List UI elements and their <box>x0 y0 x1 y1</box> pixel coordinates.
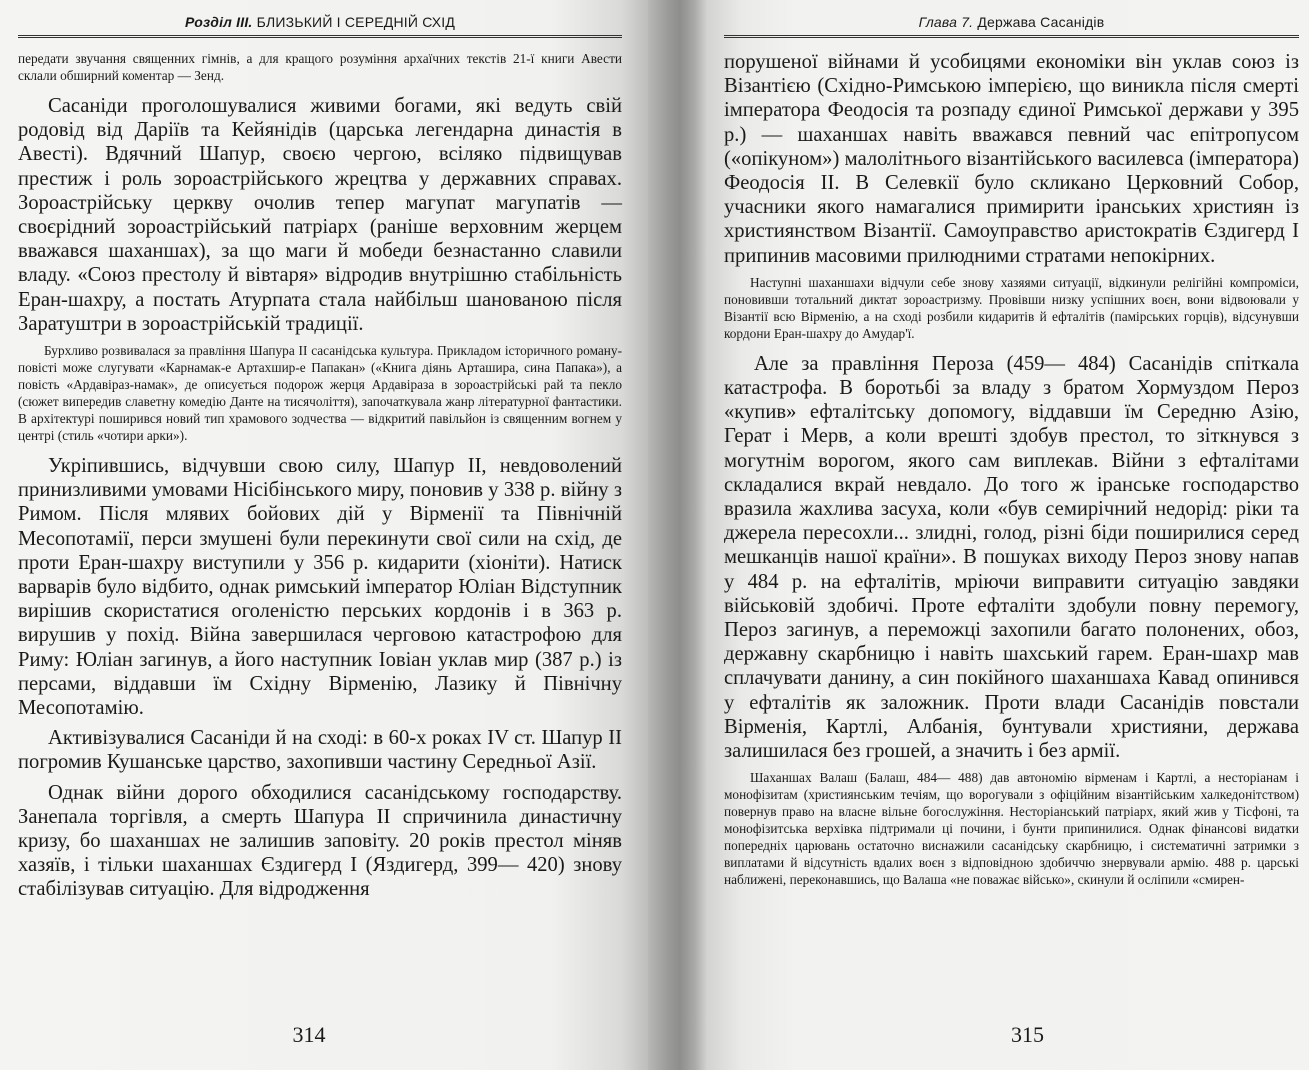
right-paragraph-3: Але за правління Пероза (459— 484) Сасанідів спіткала катастрофа. В боротьбі за владу з братом Хормуздом Пероз «купив» ефталітську допомогу, віддавши їм Середню Азію, Герат і Мерв, а коли врешті здобув престол, то зіткнувся з могутнім ворогом, якого сам виплекав. Війни з ефталітами складалися вкрай невдало. До того ж іранське господарство вразила жахлива засуха, коли «був семирічний недорід: ріки та джерела пересохли... злидні, голод, різні біди поширилися серед мешканців нашої країни». В пошуках виходу Пероз знову напав у 484 р. на ефталітів, мріючи виправити ситуацію завдяки військовій здобичі. Проте ефталіти здобули повну перемогу, Пероз загинув, а переможці захопили багато полонених, обоз, державну скарбницю і навіть шахський гарем. Еран-шахр мав сплачувати данину, а син покійного шаханшаха Кавад опинився у ефталітів як заложник. Проти влади Сасанідів повстали Вірменія, Картлі, Албанія, бунтували християни, держава залишилася без грошей, а значить і без армії. <box>724 352 1299 763</box>
left-paragraph-4: Укріпившись, відчувши свою силу, Шапур II, невдоволений принизливими умовами Нісібінського миру, поновив у 338 р. війну з Римом. Після млявих бойових дій у Вірменії та Північній Месопотамії, перси змушені були перекинути свої сили на схід, де проти Еран-шахру виступили у 356 р. кидарити (хіоніти). Натиск варварів було відбито, однак римський імператор Юліан Відступник вирішив скористатися оголеністю перських кордонів і в 363 р. вирушив у похід. Війна завершилася черговою катастрофою для Риму: Юліан загинув, а його наступник Іовіан уклав мир (387 р.) із персами, віддавши їм Східну Вірменію, Лазику й Північну Месопотамію. <box>18 455 622 720</box>
right-running-head-title: Держава Сасанідів <box>973 14 1105 30</box>
left-page <box>0 0 648 1070</box>
right-paragraph-2: Наступні шаханшахи відчули себе знову хазяями ситуації, відкинули релігійні компроміси, поновивши тотальний диктат зороастризму. Провівши низку успішних воєн, вони відвоювали у Візантії всю Вірменію, а на сході розбили кидаритів й ефталітів (памірських горців), відсунувши кордони Еран-шахру до Амудар'ї. <box>724 274 1299 341</box>
right-page-number: 315 <box>1011 1022 1044 1047</box>
left-running-head <box>18 14 622 38</box>
left-paragraph-5: Активізувалися Сасаніди й на сході: в 60-х роках IV ст. Шапур II погромив Кушанське царство, захопивши частину Середньої Азії. <box>18 727 622 774</box>
left-running-head-title: БЛИЗЬКИЙ І СЕРЕДНІЙ СХІД <box>252 14 456 30</box>
right-running-head <box>724 14 1299 38</box>
left-page-number: 314 <box>292 1022 326 1047</box>
left-paragraph-6: Однак війни дорого обходилися сасанідському господарству. Занепала торгівля, а смерть Шапура II спричинила династичну кризу, бо шаханшах не залишив заповіту. 20 років престол міняв хазяїв, і тільки шаханшах Єздигерд I (Яздигерд, 399— 420) знову стабілізував ситуацію. Для відродження <box>18 781 622 901</box>
book-gutter <box>648 0 706 1070</box>
left-paragraph-2: Сасаніди проголошувалися живими богами, які ведуть свій родовід від Даріїв та Кейянідів (царська легендарна династія в Авесті). Вдячний Шапур, своєю чергою, всіляко підвищував престиж і роль зороастрійського жрецтва у державних справах. Зороастрійську церкву очолив тепер магупат магупатів — своєрідний зороастрійський патріарх (раніше верховним жерцем вважався шаханшах), за що маги й мобеди безнастанно славили владу. «Союз престолу й вівтаря» відродив внутрішню стабільність Еран-шахру, а постать Атурпата стала найбільш шанованою після Заратуштри в зороастрійській традиції. <box>18 95 622 335</box>
left-paragraph-3: Бурхливо розвивалася за правління Шапура II сасанідська культура. Прикладом історичного роману-повісті може слугувати «Карнамак-е Артахшир-е Папакан» («Книга діянь Арташира, сина Папака»), а повість «Ардавіраз-намак», де описується подорож жерця Ардавіраза в зороастрійські рай та пекло (сюжет випередив славетну комедію Данте на тисячоліття), започаткувала жанр літературної фантастики. В архітектурі поширився новий тип храмового зодчества — відкритий павільйон із священним вогнем у центрі (стиль «чотири арки»). <box>18 343 622 444</box>
right-page <box>706 0 1309 1070</box>
left-running-head-chapter: Розділ III. <box>184 14 253 30</box>
right-paragraph-4: Шаханшах Валаш (Балаш, 484— 488) дав автономію вірменам і Картлі, а несторіанам і монофізитам (християнським течіям, що ворогували з офіційним візантійським халкедонітством) повернув право на власне вільне богослужіння. Несторіанський патріарх, який жив у Тісфоні, та монофізитська верхівка підтримали ці почини, і бунти припинилися. Однак фінансові видатки попередніх царювань остаточно виснажили сасанідську скарбницю, і систематичні затримки з виплатами й відсутність вдалих воєн з відповідною здобиччю знервували армію. 488 р. царські наближені, переконавшись, що Валаша «не поважає військо», скинули й осліпили «смирен- <box>724 770 1299 888</box>
left-paragraph-1: передати звучання священних гімнів, а для кращого розуміння архаїчних текстів 21-ї книги Авести склали обширний коментар — Зенд. <box>18 51 622 83</box>
right-running-head-chapter: Глава 7. <box>918 14 974 30</box>
right-paragraph-1: порушеної війнами й усобицями економіки він уклав союз із Візантією (Східно-Римською імперією, що виникла після смерті імператора Феодосія та розпаду єдиної Римської держави у 395 р.) — шаханшах навіть вважався певний час епітропусом («опікуном») малолітнього візантійського василевса (імператора) Феодосія II. В Селевкії було скликано Церковний Собор, учасники якого намагалися примирити іранських християн із християнством Візантії. Самоуправство аристократів Єздигерд І припинив масовими прилюдними стратами непокірних. <box>724 51 1299 267</box>
